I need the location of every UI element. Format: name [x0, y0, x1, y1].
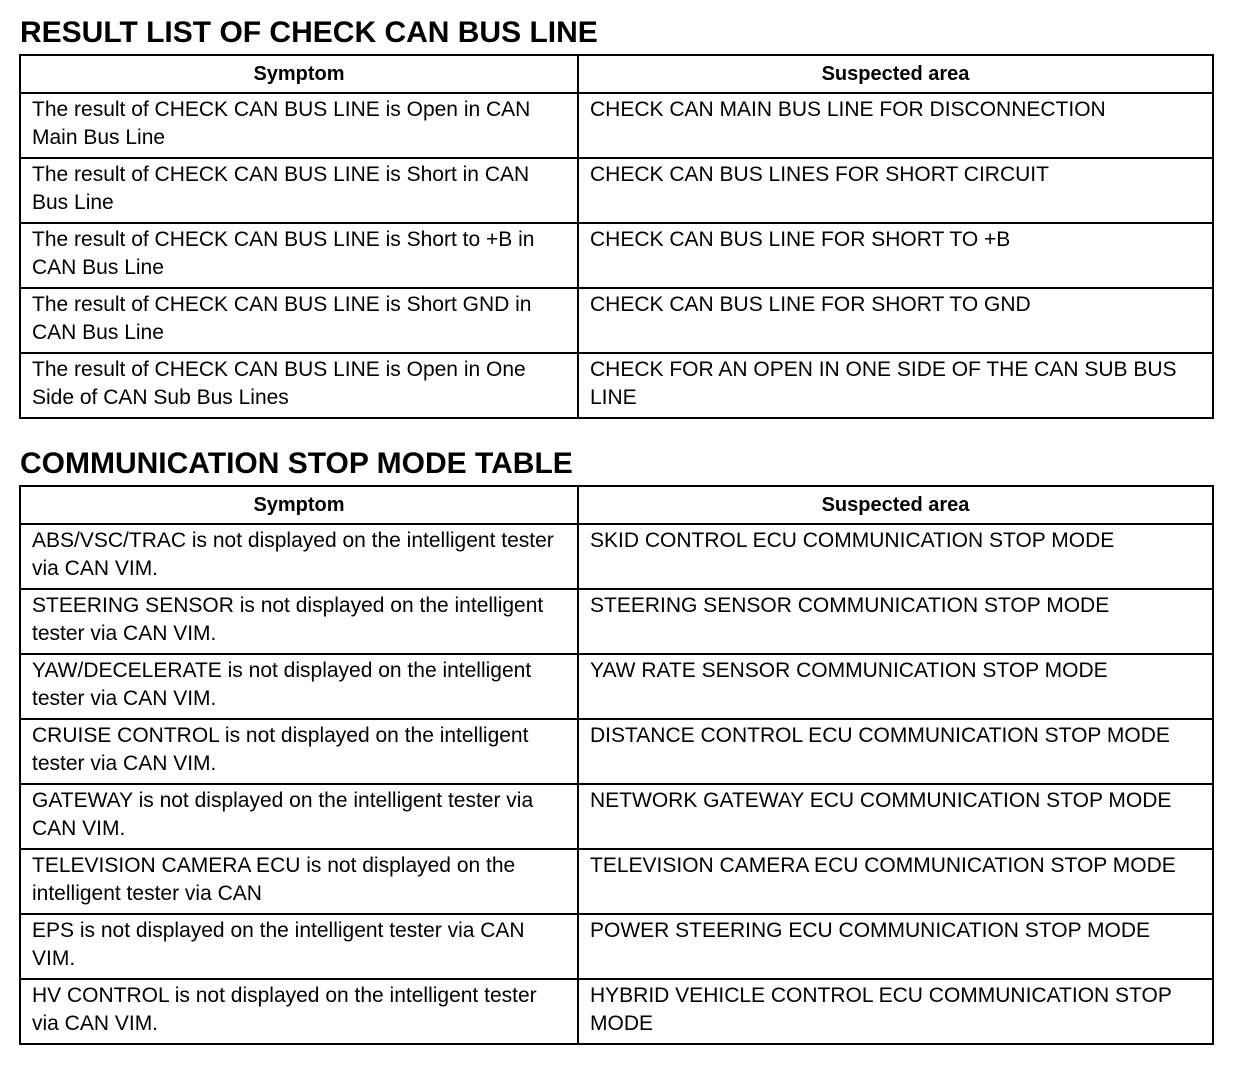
table-row: [20, 914, 1213, 979]
column-header-symptom: Symptom: [20, 55, 578, 93]
symptom-cell: The result of CHECK CAN BUS LINE is Short GND in CAN Bus Line: [20, 288, 578, 353]
table-header-row: [20, 486, 1213, 524]
suspected-area-cell: CHECK CAN MAIN BUS LINE FOR DISCONNECTION: [578, 93, 1213, 158]
table-row: [20, 288, 1213, 353]
table-row: [20, 849, 1213, 914]
table-row: [20, 353, 1213, 418]
table-row: [20, 223, 1213, 288]
suspected-area-cell: POWER STEERING ECU COMMUNICATION STOP MODE: [578, 914, 1213, 979]
symptom-cell: EPS is not displayed on the intelligent tester via CAN VIM.: [20, 914, 578, 979]
suspected-area-cell: YAW RATE SENSOR COMMUNICATION STOP MODE: [578, 654, 1213, 719]
symptom-cell: STEERING SENSOR is not displayed on the intelligent tester via CAN VIM.: [20, 589, 578, 654]
column-header-suspected-area: Suspected area: [578, 55, 1213, 93]
column-header-suspected-area: Suspected area: [578, 486, 1213, 524]
table-row: [20, 654, 1213, 719]
suspected-area-cell: STEERING SENSOR COMMUNICATION STOP MODE: [578, 589, 1213, 654]
symptom-cell: ABS/VSC/TRAC is not displayed on the intelligent tester via CAN VIM.: [20, 524, 578, 589]
symptom-cell: The result of CHECK CAN BUS LINE is Short to +B in CAN Bus Line: [20, 223, 578, 288]
communication-stop-mode-table: [19, 485, 1214, 1045]
section-title-communication-stop-mode: COMMUNICATION STOP MODE TABLE: [20, 447, 573, 480]
table-row: [20, 784, 1213, 849]
suspected-area-cell: SKID CONTROL ECU COMMUNICATION STOP MODE: [578, 524, 1213, 589]
symptom-cell: GATEWAY is not displayed on the intelligent tester via CAN VIM.: [20, 784, 578, 849]
table-row: [20, 524, 1213, 589]
symptom-cell: YAW/DECELERATE is not displayed on the intelligent tester via CAN VIM.: [20, 654, 578, 719]
suspected-area-cell: TELEVISION CAMERA ECU COMMUNICATION STOP MODE: [578, 849, 1213, 914]
symptom-cell: The result of CHECK CAN BUS LINE is Open in CAN Main Bus Line: [20, 93, 578, 158]
symptom-cell: CRUISE CONTROL is not displayed on the intelligent tester via CAN VIM.: [20, 719, 578, 784]
suspected-area-cell: CHECK CAN BUS LINE FOR SHORT TO +B: [578, 223, 1213, 288]
table-row: [20, 158, 1213, 223]
table-header-row: [20, 55, 1213, 93]
section-title-can-bus-line: RESULT LIST OF CHECK CAN BUS LINE: [20, 16, 598, 49]
suspected-area-cell: NETWORK GATEWAY ECU COMMUNICATION STOP MODE: [578, 784, 1213, 849]
table-row: [20, 719, 1213, 784]
symptom-cell: The result of CHECK CAN BUS LINE is Open in One Side of CAN Sub Bus Lines: [20, 353, 578, 418]
column-header-symptom: Symptom: [20, 486, 578, 524]
suspected-area-cell: HYBRID VEHICLE CONTROL ECU COMMUNICATION STOP MODE: [578, 979, 1213, 1044]
symptom-cell: HV CONTROL is not displayed on the intelligent tester via CAN VIM.: [20, 979, 578, 1044]
suspected-area-cell: CHECK FOR AN OPEN IN ONE SIDE OF THE CAN SUB BUS LINE: [578, 353, 1213, 418]
table-row: [20, 589, 1213, 654]
symptom-cell: The result of CHECK CAN BUS LINE is Short in CAN Bus Line: [20, 158, 578, 223]
can-bus-line-result-table: [19, 54, 1214, 419]
suspected-area-cell: CHECK CAN BUS LINES FOR SHORT CIRCUIT: [578, 158, 1213, 223]
symptom-cell: TELEVISION CAMERA ECU is not displayed on the intelligent tester via CAN: [20, 849, 578, 914]
table-row: [20, 93, 1213, 158]
suspected-area-cell: DISTANCE CONTROL ECU COMMUNICATION STOP MODE: [578, 719, 1213, 784]
suspected-area-cell: CHECK CAN BUS LINE FOR SHORT TO GND: [578, 288, 1213, 353]
table-row: [20, 979, 1213, 1044]
